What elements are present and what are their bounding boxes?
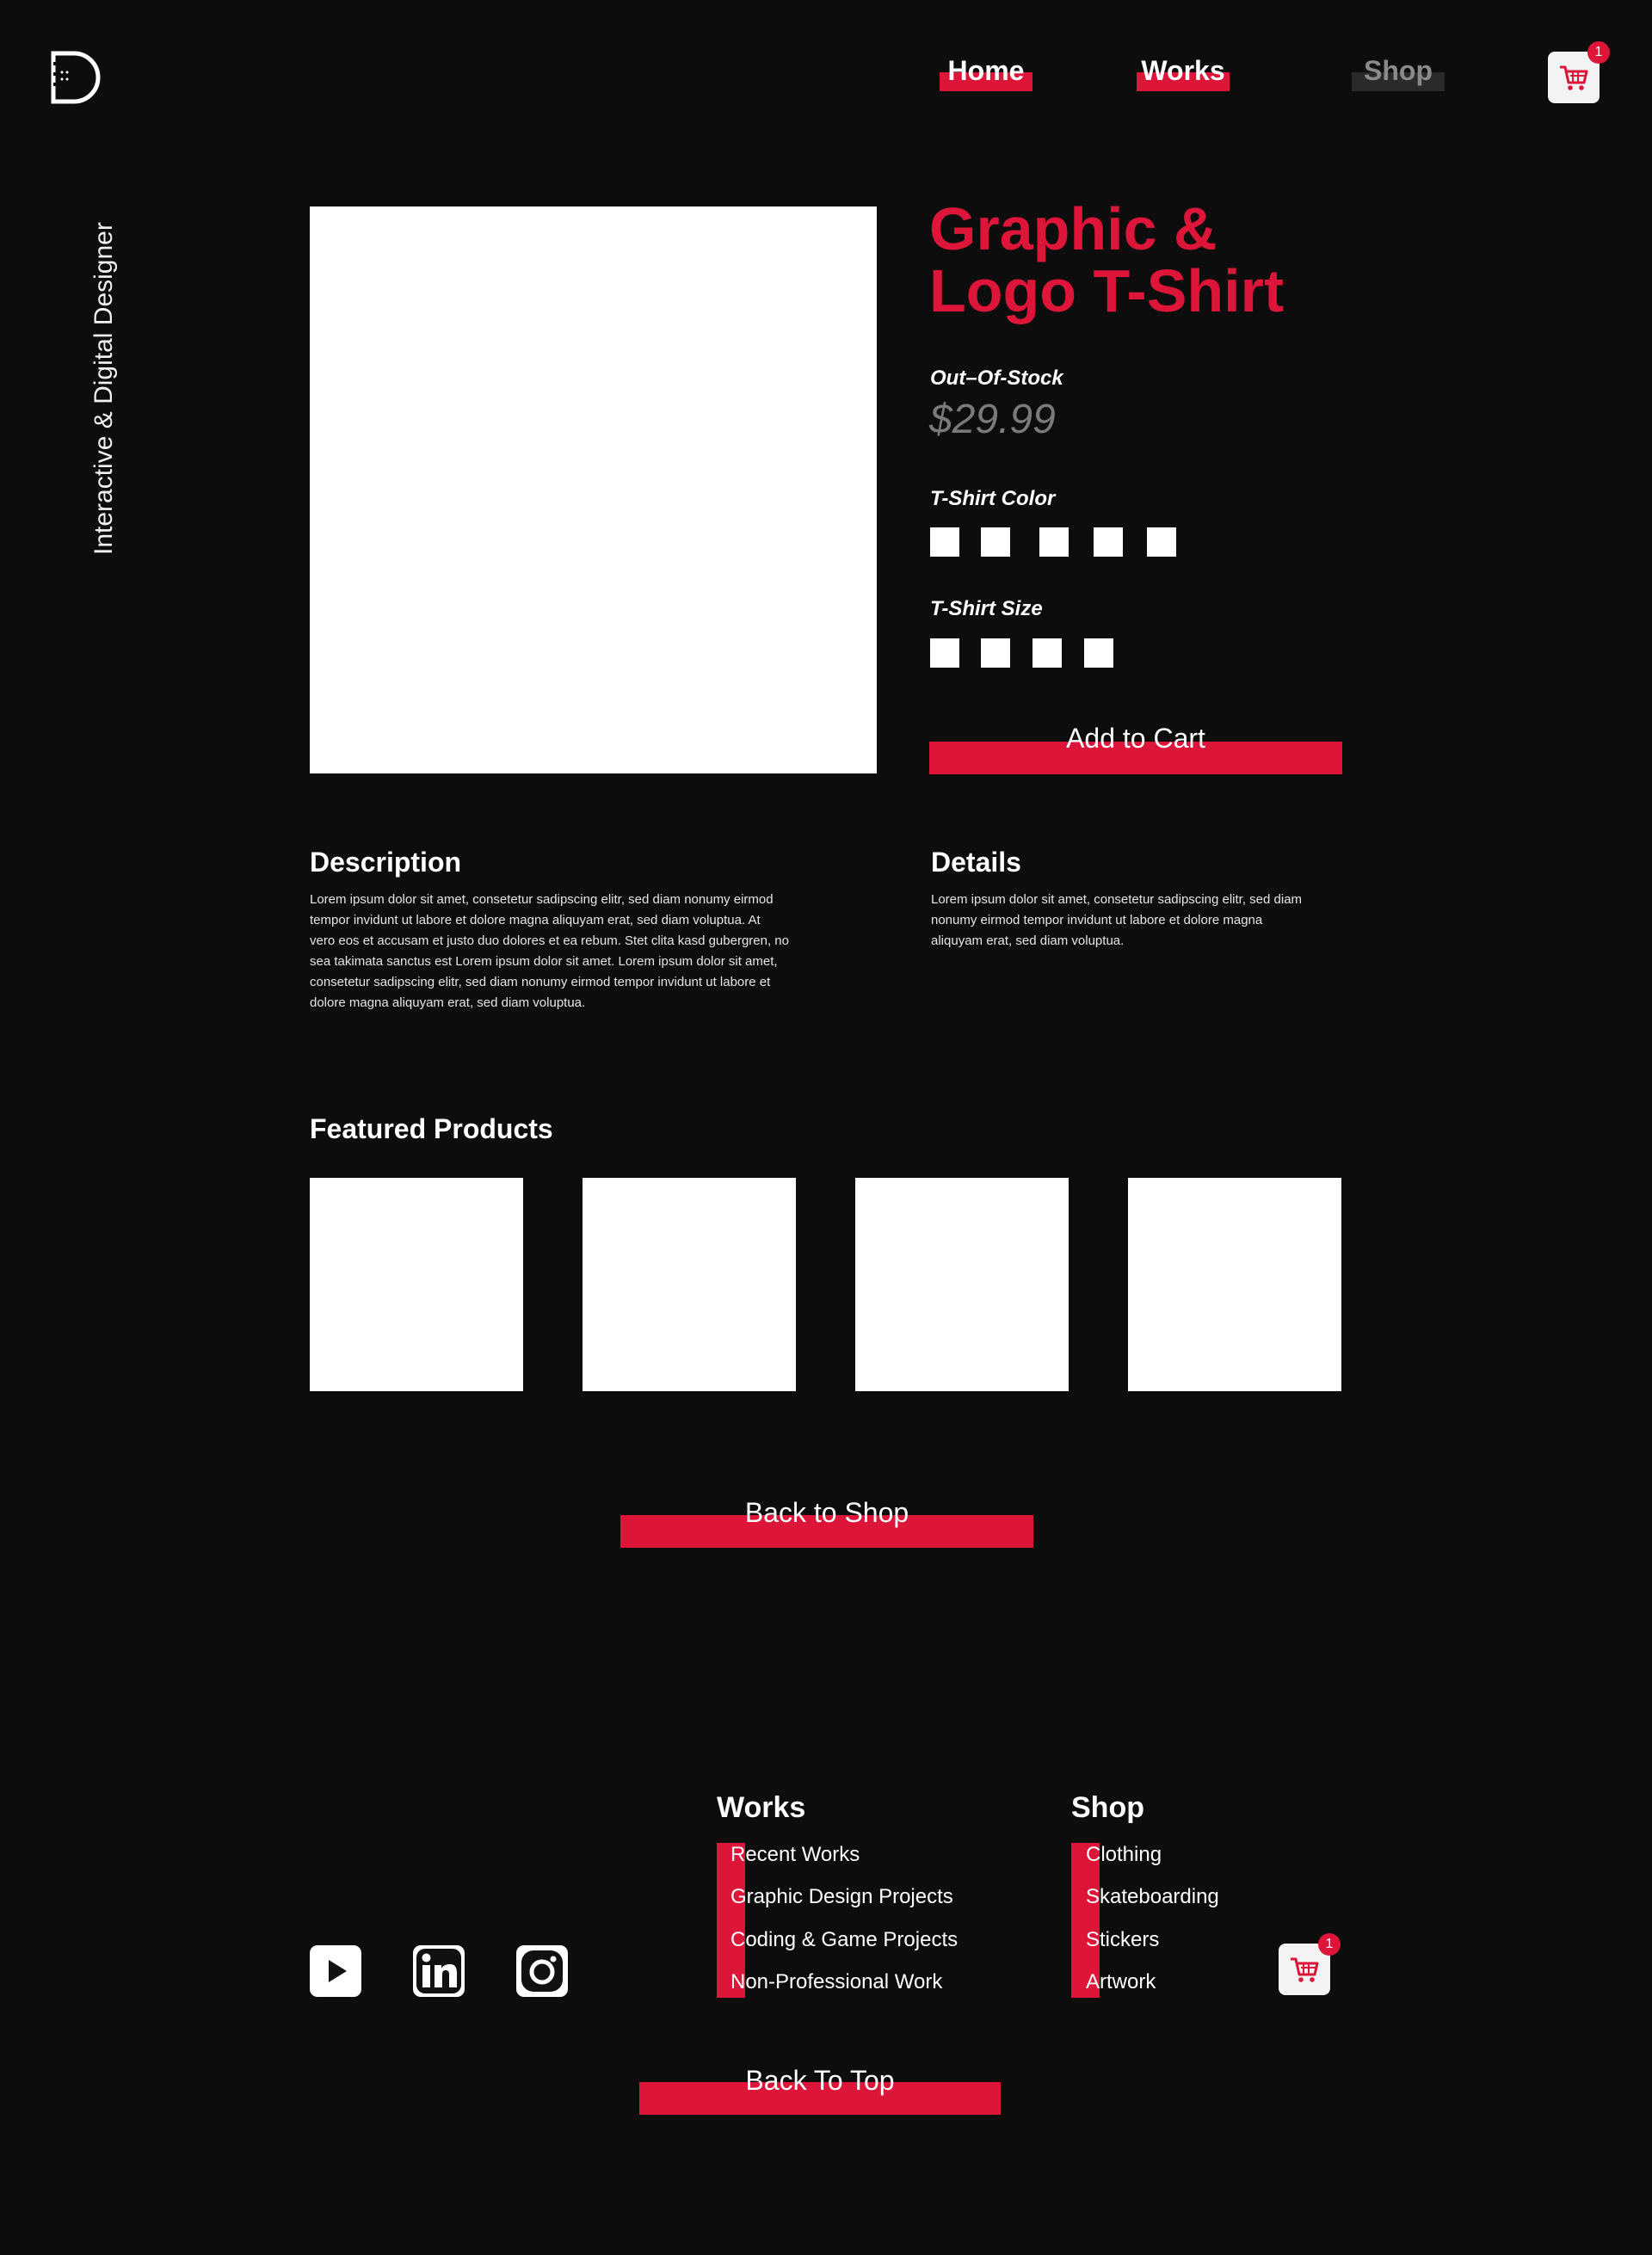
nav-shop-label: Shop <box>1364 55 1433 86</box>
size-label: T-Shirt Size <box>930 597 1043 620</box>
description-line: vero eos et accusam et justo duo dolores et ea rebum. Stet clita kasd gubergren, no <box>310 933 789 948</box>
product-price: $29.99 <box>929 397 1056 442</box>
add-to-cart-label: Add to Cart <box>1066 723 1205 754</box>
size-option[interactable] <box>981 638 1010 668</box>
footer-link-stickers[interactable]: Stickers <box>1086 1928 1160 1951</box>
add-to-cart-button[interactable] <box>929 723 1342 774</box>
details-line: Lorem ipsum dolor sit amet, consetetur sadipscing elitr, sed diam <box>931 892 1303 907</box>
color-label: T-Shirt Color <box>930 487 1056 510</box>
instagram-link[interactable] <box>516 1945 568 1997</box>
details-text <box>931 890 1378 952</box>
color-swatch[interactable] <box>1094 527 1123 557</box>
footer-link-recent-works[interactable]: Recent Works <box>730 1843 860 1866</box>
youtube-icon <box>310 1945 361 1997</box>
featured-product-card[interactable] <box>1128 1178 1341 1391</box>
product-title-line1: Graphic & <box>929 195 1217 262</box>
color-swatch[interactable] <box>1039 527 1069 557</box>
product-title-line2: Logo T-Shirt <box>929 257 1285 324</box>
footer-link-non-professional[interactable]: Non-Professional Work <box>730 1970 943 1993</box>
description-line: dolore magna aliquyam erat, sed diam voluptua. <box>310 995 586 1010</box>
featured-product-card[interactable] <box>583 1178 796 1391</box>
cart-icon <box>1558 62 1589 93</box>
featured-product-card[interactable] <box>310 1178 523 1391</box>
description-line: sea takimata sanctus est Lorem ipsum dolor sit amet. Lorem ipsum dolor sit amet, <box>310 954 778 969</box>
nav-home[interactable] <box>940 53 1032 91</box>
size-option[interactable] <box>930 638 959 668</box>
back-to-shop-label: Back to Shop <box>744 1497 909 1528</box>
featured-heading: Featured Products <box>310 1113 553 1144</box>
back-to-top-label: Back To Top <box>745 2065 895 2096</box>
linkedin-icon <box>413 1945 465 1997</box>
logo[interactable] <box>50 50 105 105</box>
footer-link-skateboarding[interactable]: Skateboarding <box>1086 1885 1219 1908</box>
logo-mark-icon <box>50 50 105 105</box>
color-swatch[interactable] <box>930 527 959 557</box>
footer-link-artwork[interactable]: Artwork <box>1086 1970 1156 1993</box>
footer-cart-count-badge: 1 <box>1318 1933 1341 1956</box>
instagram-icon <box>516 1945 568 1997</box>
cart-count-badge: 1 <box>1587 41 1610 64</box>
footer-shop-heading: Shop <box>1071 1791 1144 1824</box>
sidebar-tagline: Interactive & Digital Designer <box>89 222 118 555</box>
description-line: consetetur sadipscing elitr, sed diam nonumy eirmod tempor invidunt ut labore et <box>310 975 771 989</box>
size-option[interactable] <box>1084 638 1113 668</box>
nav-shop[interactable] <box>1352 53 1445 91</box>
description-text <box>310 890 860 1014</box>
details-line: nonumy eirmod tempor invidunt ut labore et dolore magna <box>931 913 1263 927</box>
featured-product-card[interactable] <box>855 1178 1069 1391</box>
cart-button[interactable] <box>1548 45 1603 103</box>
nav-works-label: Works <box>1141 55 1225 86</box>
size-option[interactable] <box>1032 638 1062 668</box>
cart-icon <box>1289 1954 1320 1985</box>
youtube-link[interactable] <box>310 1945 361 1997</box>
color-swatch[interactable] <box>1147 527 1176 557</box>
description-line: Lorem ipsum dolor sit amet, consetetur sadipscing elitr, sed diam nonumy eirmod <box>310 892 774 907</box>
footer-link-graphic-design[interactable]: Graphic Design Projects <box>730 1885 953 1908</box>
description-line: tempor invidunt ut labore et dolore magna aliquyam erat, sed diam voluptua. At <box>310 913 761 927</box>
nav-works[interactable] <box>1137 53 1230 91</box>
footer-cart-button[interactable] <box>1279 1937 1334 1995</box>
stock-status: Out–Of-Stock <box>930 367 1063 390</box>
product-title <box>929 195 1411 324</box>
linkedin-link[interactable] <box>413 1945 465 1997</box>
footer-link-coding-game[interactable]: Coding & Game Projects <box>730 1928 959 1951</box>
details-heading: Details <box>931 847 1021 878</box>
back-to-top-button[interactable] <box>639 2065 1001 2115</box>
product-image <box>310 206 877 773</box>
back-to-shop-button[interactable] <box>620 1497 1033 1549</box>
details-line: aliquyam erat, sed diam voluptua. <box>931 933 1125 948</box>
footer-link-clothing[interactable]: Clothing <box>1086 1843 1162 1866</box>
footer-works-heading: Works <box>717 1791 806 1824</box>
nav-home-label: Home <box>947 55 1025 86</box>
description-heading: Description <box>310 847 462 878</box>
color-swatch[interactable] <box>981 527 1010 557</box>
